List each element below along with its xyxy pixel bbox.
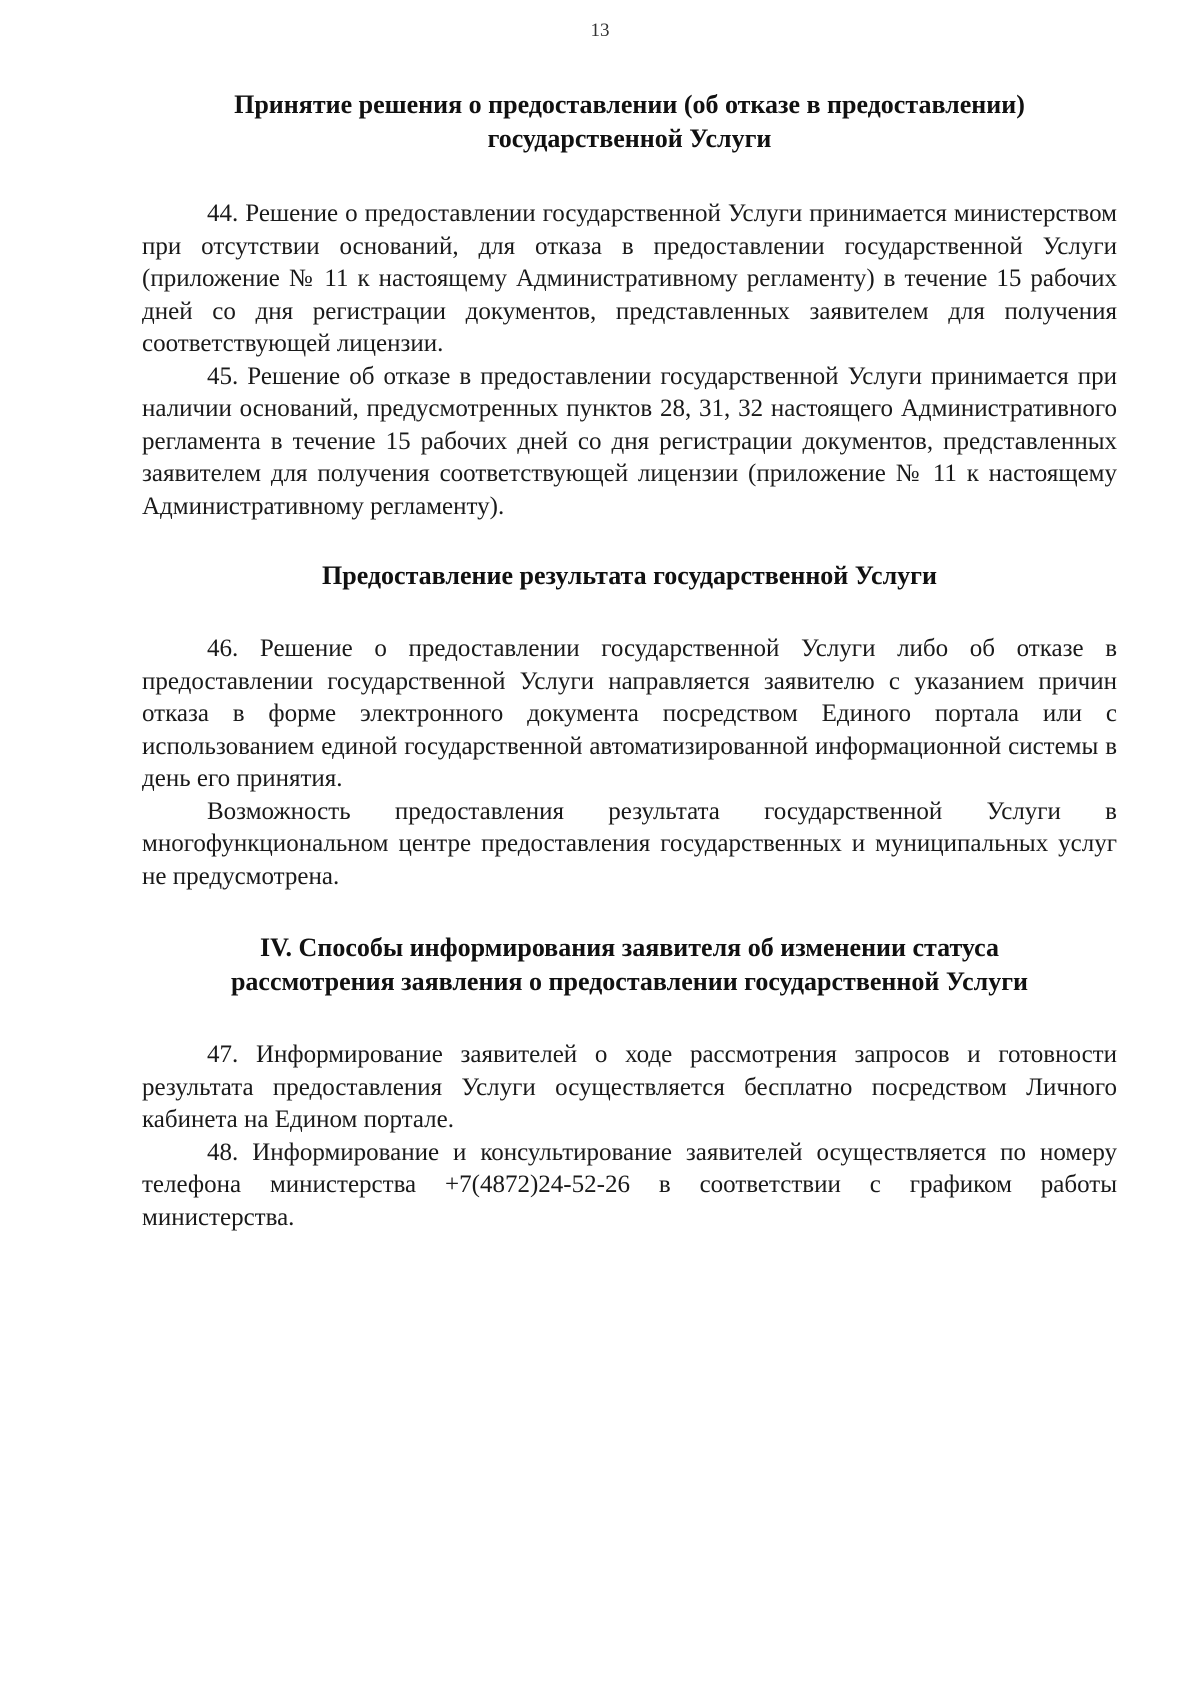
paragraph-46-continuation: Возможность предоставления результата государственной Услуги в многофункциональном центре предоставления государственных и муниципальных услуг не предусмотрена. [142,797,1117,890]
paragraph-46: 46. Решение о предоставлении государственной Услуги либо об отказе в предоставлении государственной Услуги направляется заявителю с указанием причин отказа в форме электронного документа посредством Единого портала или с использованием единой государственной автоматизированной информационной системы в день его принятия. [142,635,1117,792]
document-body [142,88,1117,1234]
section-heading-result: Предоставление результата государственной Услуги [322,561,937,590]
heading-line: Принятие решения о предоставлении (об отказе в предоставлении) [234,90,1025,119]
section-heading-decision [142,88,1117,156]
paragraph-45: 45. Решение об отказе в предоставлении государственной Услуги принимается при наличии оснований, предусмотренных пунктов 28, 31, 32 настоящего Административного регламента в течение 15 рабочих дней со дня регистрации документов, представленных заявителем для получения соответствующей лицензии (приложение № 11 к настоящему Административному регламенту). [142,362,1117,520]
heading-line: IV. Способы информирования заявителя об изменении статуса [260,933,999,962]
heading-line: государственной Услуги [487,124,772,153]
page-number: 13 [590,20,610,41]
heading-line: рассмотрения заявления о предоставлении государственной Услуги [230,967,1029,996]
paragraph-44: 44. Решение о предоставлении государственной Услуги принимается министерством при отсутствии оснований, для отказа в предоставлении государственной Услуги (приложение № 11 к настоящему Административному регламенту) в течение 15 рабочих дней со дня регистрации документов, представленных заявителем для получения соответствующей лицензии. [142,200,1117,357]
section-heading-informing [142,931,1117,999]
paragraph-48: 48. Информирование и консультирование заявителей осуществляется по номеру телефона министерства +7(4872)24-52-26 в соответствии с графиком работы министерства. [142,1138,1117,1231]
paragraph-47: 47. Информирование заявителей о ходе рассмотрения запросов и готовности результата предоставления Услуги осуществляется бесплатно посредством Личного кабинета на Едином портале. [142,1041,1117,1133]
